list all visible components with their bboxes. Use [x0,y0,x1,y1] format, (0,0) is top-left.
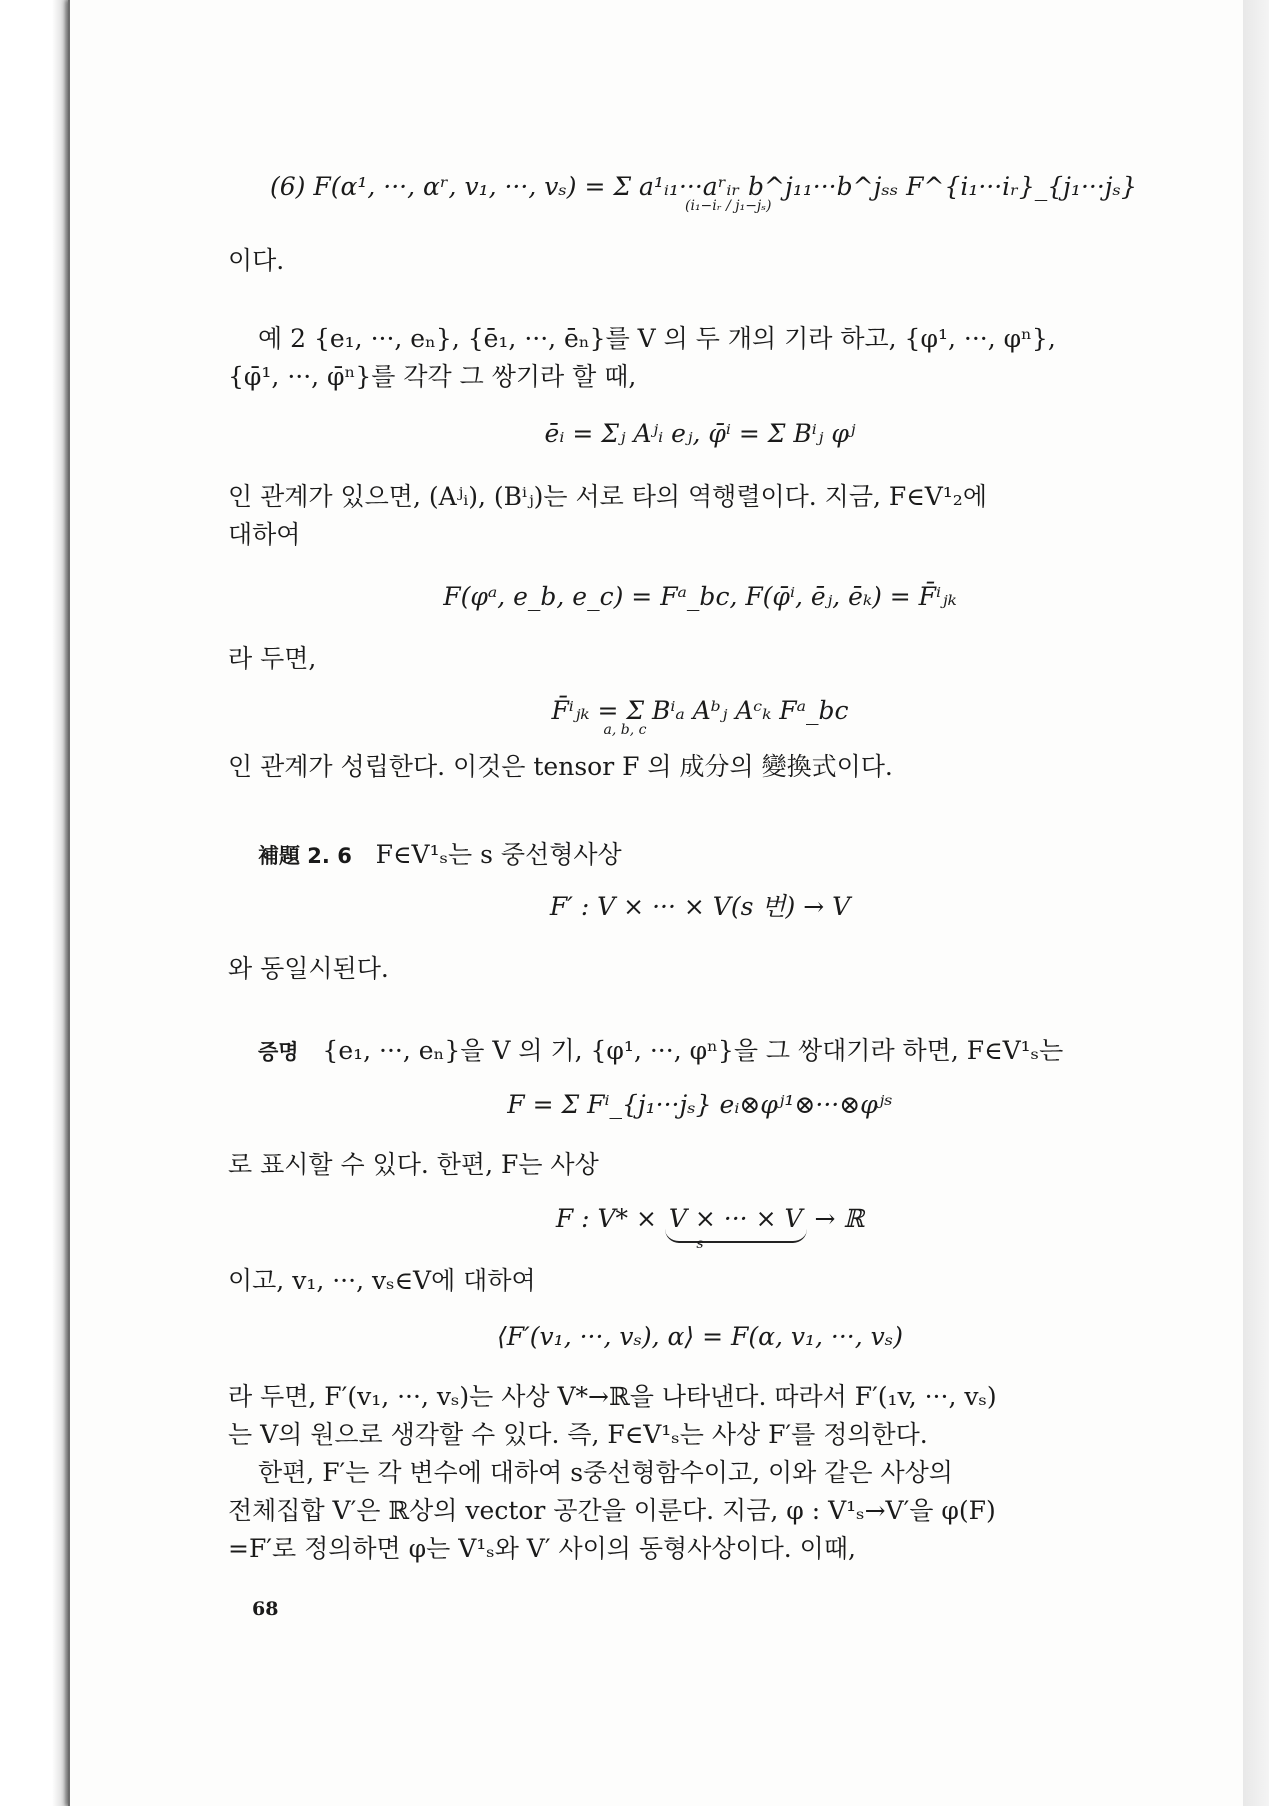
text-line: 이다. [228,246,285,275]
equation-pairing: ⟨F′(v₁, ···, vₛ), α⟩ = F(α, v₁, ···, vₛ) [497,1322,903,1351]
text-line: 한편, F′는 각 변수에 대하여 s중선형함수이고, 이와 같은 사상의 [258,1458,953,1487]
equation-tensor-expansion: F = Σ Fⁱ_{j₁···jₛ} eᵢ⊗φʲ¹⊗···⊗φʲˢ [507,1090,893,1119]
proof-line [258,1032,1063,1071]
text-line: 라 두면, [228,644,317,673]
equation-6: (6) F(α¹, ···, αʳ, v₁, ···, vₛ) = Σ a¹ᵢ₁···aʳᵢᵣ b^j₁₁···b^jₛₛ F^{i₁···iᵣ}_{j₁···jₛ} (i₁−iᵣ / j₁−jₛ) [270,172,1137,214]
equation-transformation: F̄ⁱⱼₖ = Σ Bⁱₐ Aᵇⱼ Aᶜₖ Fᵃ_bc a, b, c [260,692,1140,737]
lemma-label: 補題 2. 6 [258,844,352,868]
page-number: 68 [252,1598,279,1620]
text-line: 대하여 [228,520,301,549]
equation-components: F(φᵃ, e_b, e_c) = Fᵃ_bc, F(φ̄ⁱ, ēⱼ, ēₖ) = F̄ⁱⱼₖ [443,582,957,611]
equation-basis-change: ēᵢ = Σⱼ Aʲᵢ eⱼ, φ̄ⁱ = Σ Bⁱⱼ φʲ [544,419,856,448]
text-line: 전체집합 V′은 ℝ상의 vector 공간을 이룬다. 지금, φ : V¹ₛ→V′을 φ(F) [228,1496,996,1525]
lemma-text: F∈V¹ₛ는 s 중선형사상 [375,840,622,869]
text-line: 라 두면, F′(v₁, ···, vₛ)는 사상 V*→ℝ을 나타낸다. 따라서 F′(₁v, ···, vₛ) [228,1382,997,1411]
lemma-line [258,836,622,875]
equation-map-domain: F : V* × V × ··· × V → ℝ s [270,1200,1150,1251]
underbrace-label: s [696,1236,704,1252]
text-line: 와 동일시된다. [228,954,389,983]
text-line: 이고, v₁, ···, vₛ∈V에 대하여 [228,1266,536,1295]
text-line: 인 관계가 성립한다. 이것은 tensor F 의 成分의 變換式이다. [228,752,893,781]
text-line: {φ̄¹, ···, φ̄ⁿ}를 각각 그 쌍기라 할 때, [228,362,637,391]
text-line: 는 V의 원으로 생각할 수 있다. 즉, F∈V¹ₛ는 사상 F′를 정의한다. [228,1420,928,1449]
text-line: =F′로 정의하면 φ는 V¹ₛ와 V′ 사이의 동형사상이다. 이때, [228,1534,856,1563]
page-edge [1243,0,1269,1806]
proof-label: 증명 [258,1040,299,1064]
example-2-line: 예 2 {e₁, ···, eₙ}, {ē₁, ···, ēₙ}를 V 의 두 개의 기라 하고, {φ¹, ···, φⁿ}, [258,324,1056,353]
proof-text: {e₁, ···, eₙ}을 V 의 기, {φ¹, ···, φⁿ}을 그 쌍대기라 하면, F∈V¹ₛ는 [322,1036,1064,1065]
text-line: 로 표시할 수 있다. 한편, F는 사상 [228,1150,599,1179]
equation-6-subscript: (i₁−iᵣ / j₁−jₛ) [685,198,772,214]
equation-transformation-subscript: a, b, c [603,722,647,738]
equation-multilinear-map: F′ : V × ··· × V(s 번) → V [549,892,851,921]
underbrace-group: V × ··· × V [665,1200,807,1243]
text-line: 인 관계가 있으면, (Aʲᵢ), (Bⁱⱼ)는 서로 타의 역행렬이다. 지금, F∈V¹₂에 [228,482,987,511]
